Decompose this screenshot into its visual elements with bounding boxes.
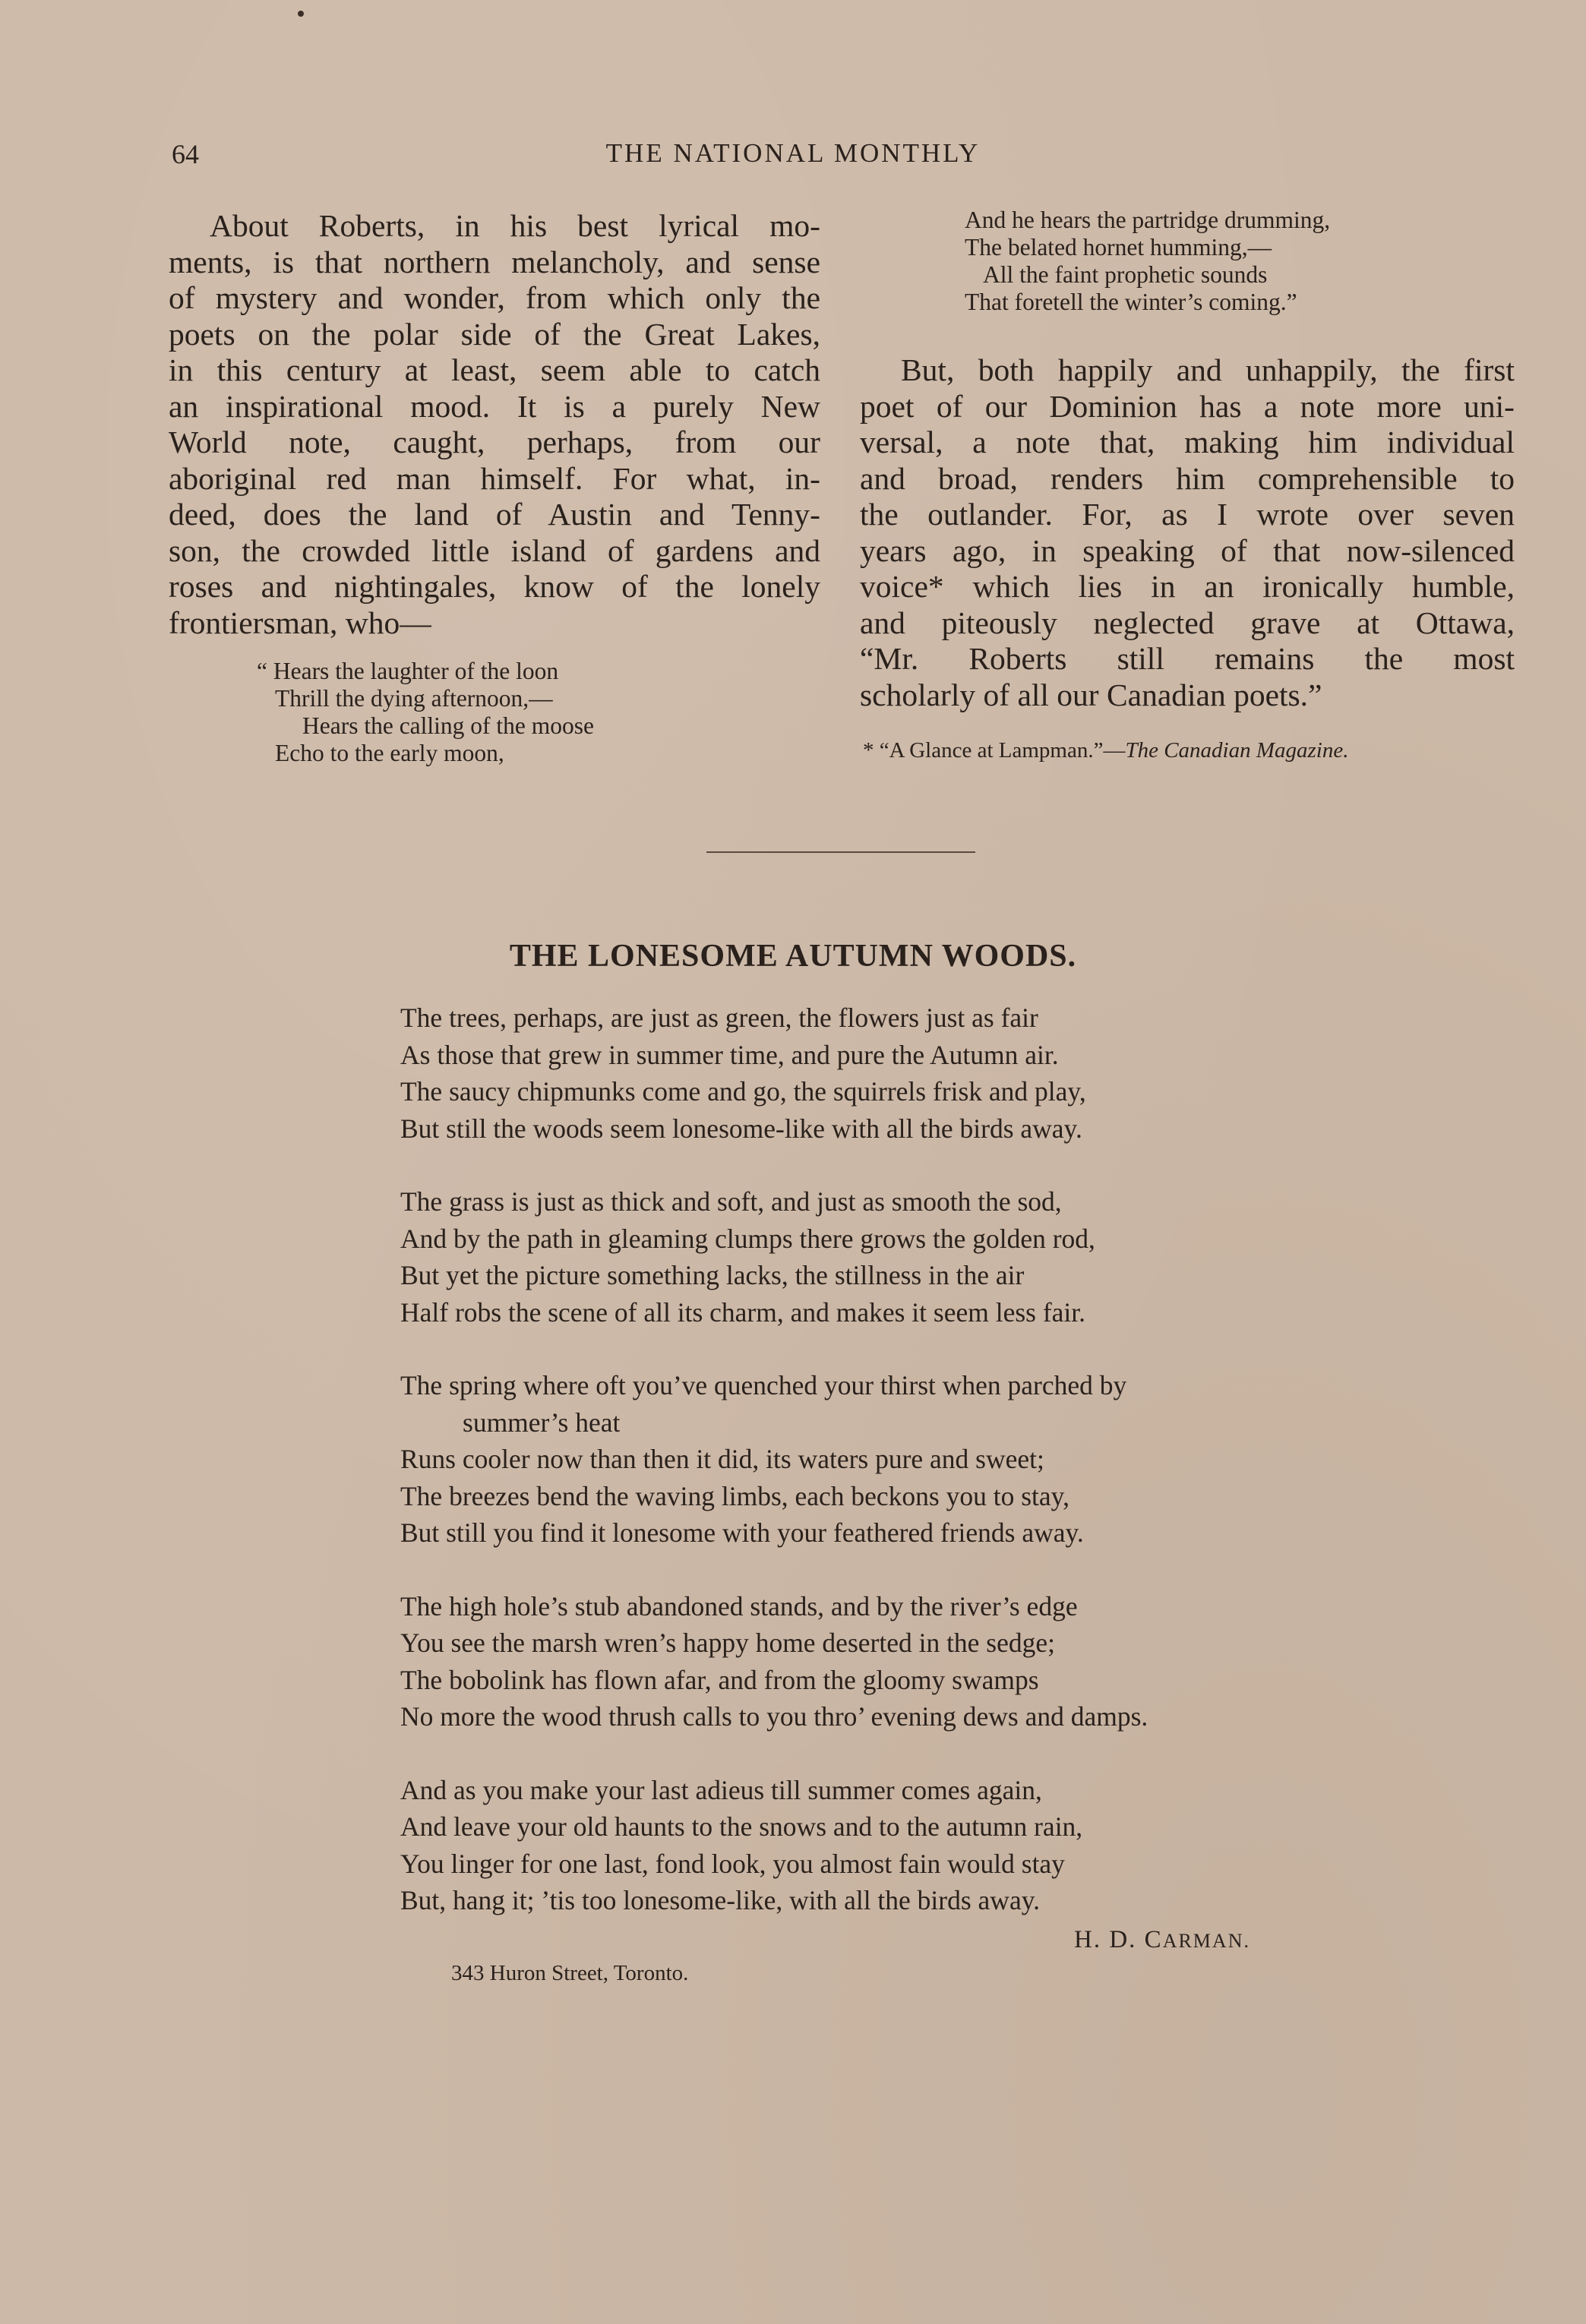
stanza-break	[400, 1147, 1148, 1183]
text-line: an inspirational mood. It is a purely New	[169, 388, 820, 424]
footnote-text: * “A Glance at Lampman.”—	[863, 738, 1126, 763]
verse-line: Thrill the dying afternoon,—	[275, 685, 553, 712]
footnote	[863, 738, 1348, 763]
poem-line: And by the path in gleaming clumps there grows the golden rod,	[400, 1223, 1095, 1254]
poem-line: The high hole’s stub abandoned stands, and by the river’s edge	[400, 1590, 1078, 1621]
author-initials: H. D. C	[1074, 1926, 1163, 1953]
text-line: and broad, renders him comprehensible to	[860, 460, 1515, 496]
verse-line: The belated hornet humming,—	[965, 234, 1272, 261]
verse-line: “ Hears the laughter of the loon	[257, 658, 559, 684]
left-quote-verse	[257, 658, 594, 767]
poem-line: But, hang it; ’tis too lonesome-like, with all the birds away.	[400, 1885, 1041, 1915]
poem-title: THE LONESOME AUTUMN WOODS.	[509, 939, 1077, 974]
poem-author	[1074, 1926, 1250, 1954]
right-quote-verse	[965, 207, 1330, 316]
poem-line: The trees, perhaps, are just as green, the flowers just as fair	[400, 1003, 1038, 1033]
poem-line: The grass is just as thick and soft, and just as smooth the sod,	[400, 1186, 1062, 1217]
text-line: son, the crowded little island of gardens and	[169, 532, 820, 568]
poem-line: The saucy chipmunks come and go, the squirrels frisk and play,	[400, 1076, 1086, 1107]
author-surname: ARMAN.	[1162, 1930, 1250, 1952]
text-line: voice* which lies in an ironically humble,	[860, 569, 1515, 604]
page-number: 64	[172, 139, 199, 169]
poem-line: No more the wood thrush calls to you thro’ evening dews and damps.	[400, 1701, 1148, 1732]
poem-line: But still you find it lonesome with your feathered friends away.	[400, 1517, 1084, 1548]
poem-line: You linger for one last, fond look, you almost fain would stay	[400, 1848, 1065, 1879]
verse-line: All the faint prophetic sounds	[983, 261, 1268, 288]
poem-line: The breezes bend the waving limbs, each beckons you to stay,	[400, 1480, 1069, 1511]
text-line: World note, caught, perhaps, from our	[169, 425, 820, 459]
poem-line: The spring where oft you’ve quenched your thirst when parched by	[400, 1370, 1127, 1400]
text-line: poets on the polar side of the Great Lakes,	[169, 316, 820, 352]
verse-line: That foretell the winter’s coming.”	[965, 289, 1297, 315]
text-line: frontiersman, who—	[169, 605, 431, 640]
text-line: the outlander. For, as I wrote over seven	[860, 497, 1515, 532]
author-address: 343 Huron Street, Toronto.	[451, 1961, 689, 1985]
poem-line: summer’s heat	[463, 1407, 621, 1438]
text-line: in this century at least, seem able to catch	[169, 352, 820, 387]
text-line: and piteously neglected grave at Ottawa,	[860, 605, 1515, 640]
ink-speck	[298, 11, 304, 17]
poem-line: You see the marsh wren’s happy home deserted in the sedge;	[400, 1628, 1056, 1658]
poem-line: Runs cooler now than then it did, its waters pure and sweet;	[400, 1444, 1044, 1474]
text-line: years ago, in speaking of that now-silenced	[860, 532, 1515, 568]
verse-line: Hears the calling of the moose	[302, 712, 594, 739]
text-line: deed, does the land of Austin and Tenny-	[169, 497, 820, 532]
stanza-break	[400, 1552, 1148, 1588]
text-line: versal, a note that, making him individual	[860, 425, 1515, 459]
text-line: But, both happily and unhappily, the first	[901, 352, 1515, 387]
poem-line: As those that grew in summer time, and pure the Autumn air.	[400, 1039, 1059, 1070]
footnote-source: The Canadian Magazine.	[1125, 738, 1349, 763]
poem-line: Half robs the scene of all its charm, and makes it seem less fair.	[400, 1296, 1086, 1328]
poem-line: But yet the picture something lacks, the stillness in the air	[400, 1260, 1025, 1290]
text-line: “Mr. Roberts still remains the most	[860, 641, 1515, 676]
stanza-break	[400, 1331, 1148, 1367]
text-line: roses and nightingales, know of the lonely	[169, 569, 820, 604]
stanza-break	[400, 1735, 1148, 1772]
text-line: About Roberts, in his best lyrical mo-	[210, 208, 820, 243]
text-line: ments, is that northern melancholy, and sense	[169, 244, 820, 279]
section-divider	[706, 851, 975, 853]
poem-body	[400, 999, 1148, 1919]
poem-line: The bobolink has flown afar, and from the gloomy swamps	[400, 1664, 1039, 1695]
verse-line: Echo to the early moon,	[275, 740, 504, 766]
right-column-paragraph	[860, 352, 1515, 713]
left-column-paragraph	[169, 208, 820, 641]
text-line: of mystery and wonder, from which only the	[169, 280, 820, 315]
text-line: aboriginal red man himself. For what, in-	[169, 460, 820, 496]
poem-line: But still the woods seem lonesome-like with all the birds away.	[400, 1113, 1082, 1144]
text-line: poet of our Dominion has a note more uni-	[860, 388, 1515, 424]
running-head: THE NATIONAL MONTHLY	[605, 138, 981, 168]
verse-line: And he hears the partridge drumming,	[965, 207, 1331, 233]
text-line: scholarly of all our Canadian poets.”	[860, 677, 1322, 712]
poem-line: And leave your old haunts to the snows and to the autumn rain,	[400, 1811, 1083, 1842]
poem-line: And as you make your last adieus till summer comes again,	[400, 1774, 1042, 1805]
